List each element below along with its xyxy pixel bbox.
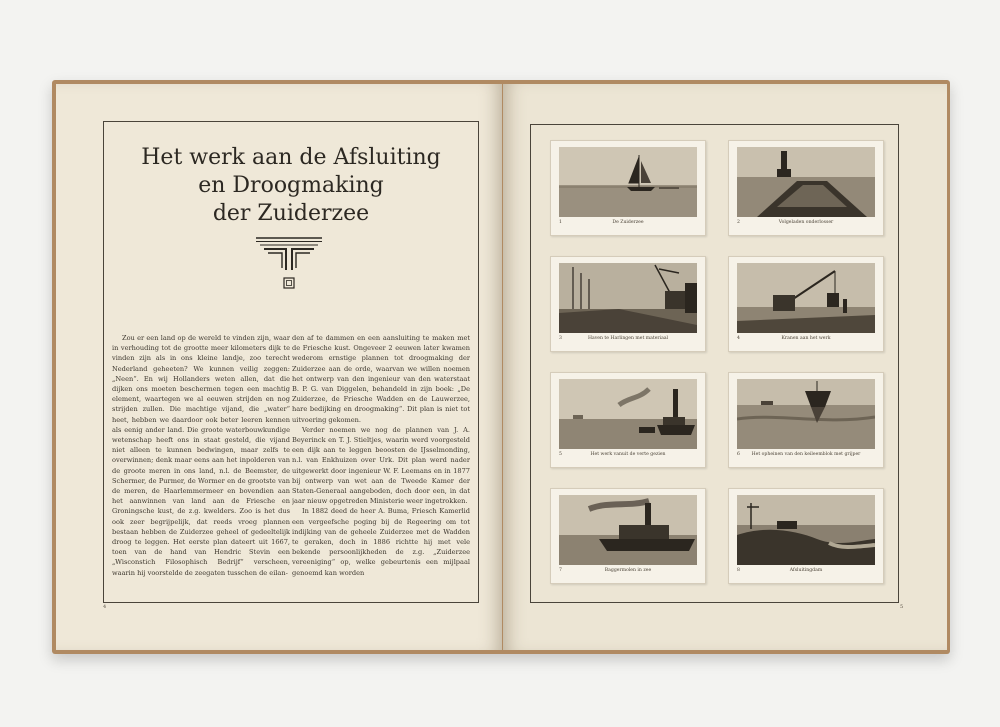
photo-caption: 1 De Zuiderzee xyxy=(559,220,644,225)
paragraph: Verder noemen we nog de plannen van J. A. Beyerinck en T. J. Stieltjes, waarin werd voorgesteld een dijk aan te leggen beoosten de IJsselmonding, n.l. van Enkhuizen over Urk. Dit plan werd nader uitgewerkt door ingenieur W. F. Leemans en in 1877 bij ontwerp van wet aan de Tweede Kamer der Staten-Generaal aangeboden, doch door een, in dat jaar nieuw opgetreden Ministerie weer ingetrokken. xyxy=(292,425,470,506)
dam-photo-icon xyxy=(737,495,875,565)
photo-caption: 5 Het werk vanuit de verte gezien xyxy=(559,452,666,457)
dredger-photo-icon xyxy=(559,495,697,565)
harbor-photo-icon xyxy=(559,263,697,333)
photo-caption: 6 Het opheinen van den keileemblok met grijper xyxy=(737,452,861,457)
photo-caption: 2 Volgeladen onderlosser xyxy=(737,220,834,225)
sailboat-photo-icon xyxy=(559,147,697,217)
text-column-2 xyxy=(292,333,470,595)
text-column-1 xyxy=(112,333,290,595)
title-line-2: en Droogmaking xyxy=(198,173,384,198)
page-number-right: 5 xyxy=(900,604,904,610)
tugboat-photo-icon xyxy=(559,379,697,449)
paragraph: Zou er een land op de wereld te vinden zijn, waar in verhouding tot de grootte meer kilometers dijk te vinden zijn als in ons kleine landje, zoo terecht Nederland geheeten? We kunnen veilig zeggen: „Neen“. En wij Hollanders weten allen, dat die dijken ons moeten beschermen tegen een machtig element, waartegen we al eeuwen strijden en nog strijden zullen. Die machtige vijand, die „water“ heet, hebben we daardoor ook beter leeren kennen als eenig ander land. Die groote waterbouwkundige wetenschap heeft ons in staat gesteld, die vijand niet alleen te kunnen bedwingen, maar zelfs te overwinnen; denk maar eens aan het inpolderen van de groote meren in ons land, n.l. de Beemster, de Schermer, de Purmer, de Wormer en de grootste van de meren, de Haarlemmermeer en bovendien aan het aanwinnen van land aan de Friesche en Groningsche kust, de z.g. kwelders. Zoo is het dus ook zeer begrijpelijk, dat reeds vroeg plannen bestaan hebben de Zuiderzee geheel of gedeeltelijk droog te leggen. Het eerste plan dateert uit 1667, toen van de hand van Hendric Stevin een „Wisconstich Filosophisch Bedrijf“ verscheen, waarin hij voorstelde de zeegaten tusschen de eilan- xyxy=(112,334,290,577)
photo-card-6[interactable] xyxy=(728,372,884,468)
grab-bucket-photo-icon xyxy=(737,379,875,449)
photo-card-5[interactable] xyxy=(550,372,706,468)
photo-caption: 3 Haven te Harlingen met materiaal xyxy=(559,336,669,341)
photo-card-4[interactable] xyxy=(728,256,884,352)
photo-card-1[interactable] xyxy=(550,140,706,236)
photo-caption: 8 Afsluitingdam xyxy=(737,568,823,573)
paragraph: In 1882 deed de heer A. Buma, Friesch Kamerlid een vergeefsche poging bij de Regeering om tot indijking van de geheele Zuiderzee met de Wadden te geraken, doch in 1886 richtte hij met vele bekende persoonlijkheden de z.g. „Zuiderzee vereeniging“ op, welke gebeurtenis een mijlpaal genoemd kan worden xyxy=(292,507,470,577)
page-title xyxy=(103,144,479,228)
photo-caption: 4 Kranen aan het werk xyxy=(737,336,831,341)
photo-card-3[interactable] xyxy=(550,256,706,352)
photo-caption: 7 Baggermolen in zee xyxy=(559,568,652,573)
crane-photo-icon xyxy=(737,263,875,333)
photo-card-8[interactable] xyxy=(728,488,884,584)
ornament-icon xyxy=(256,236,322,290)
barge-photo-icon xyxy=(737,147,875,217)
title-line-1: Het werk aan de Afsluiting xyxy=(141,145,441,170)
photo-card-2[interactable] xyxy=(728,140,884,236)
title-line-3: der Zuiderzee xyxy=(212,201,370,226)
page-number-left: 4 xyxy=(103,604,107,610)
photo-card-7[interactable] xyxy=(550,488,706,584)
paragraph: den af te dammen en een aansluiting te maken met de Friesche kust. Ongeveer 2 eeuwen later kwamen wederom ernstige plannen tot droogmaking der Zuiderzee aan de orde, waarvan we willen noemen het ontwerp van den ingenieur van den waterstaat B. P. G. van Diggelen, behandeld in zijn boek: „De Zuiderzee, de Friesche Wadden en de Lauwerzee, hare bedijking en droogmaking“. Dit plan is niet tot uitvoering gekomen. xyxy=(292,334,470,424)
